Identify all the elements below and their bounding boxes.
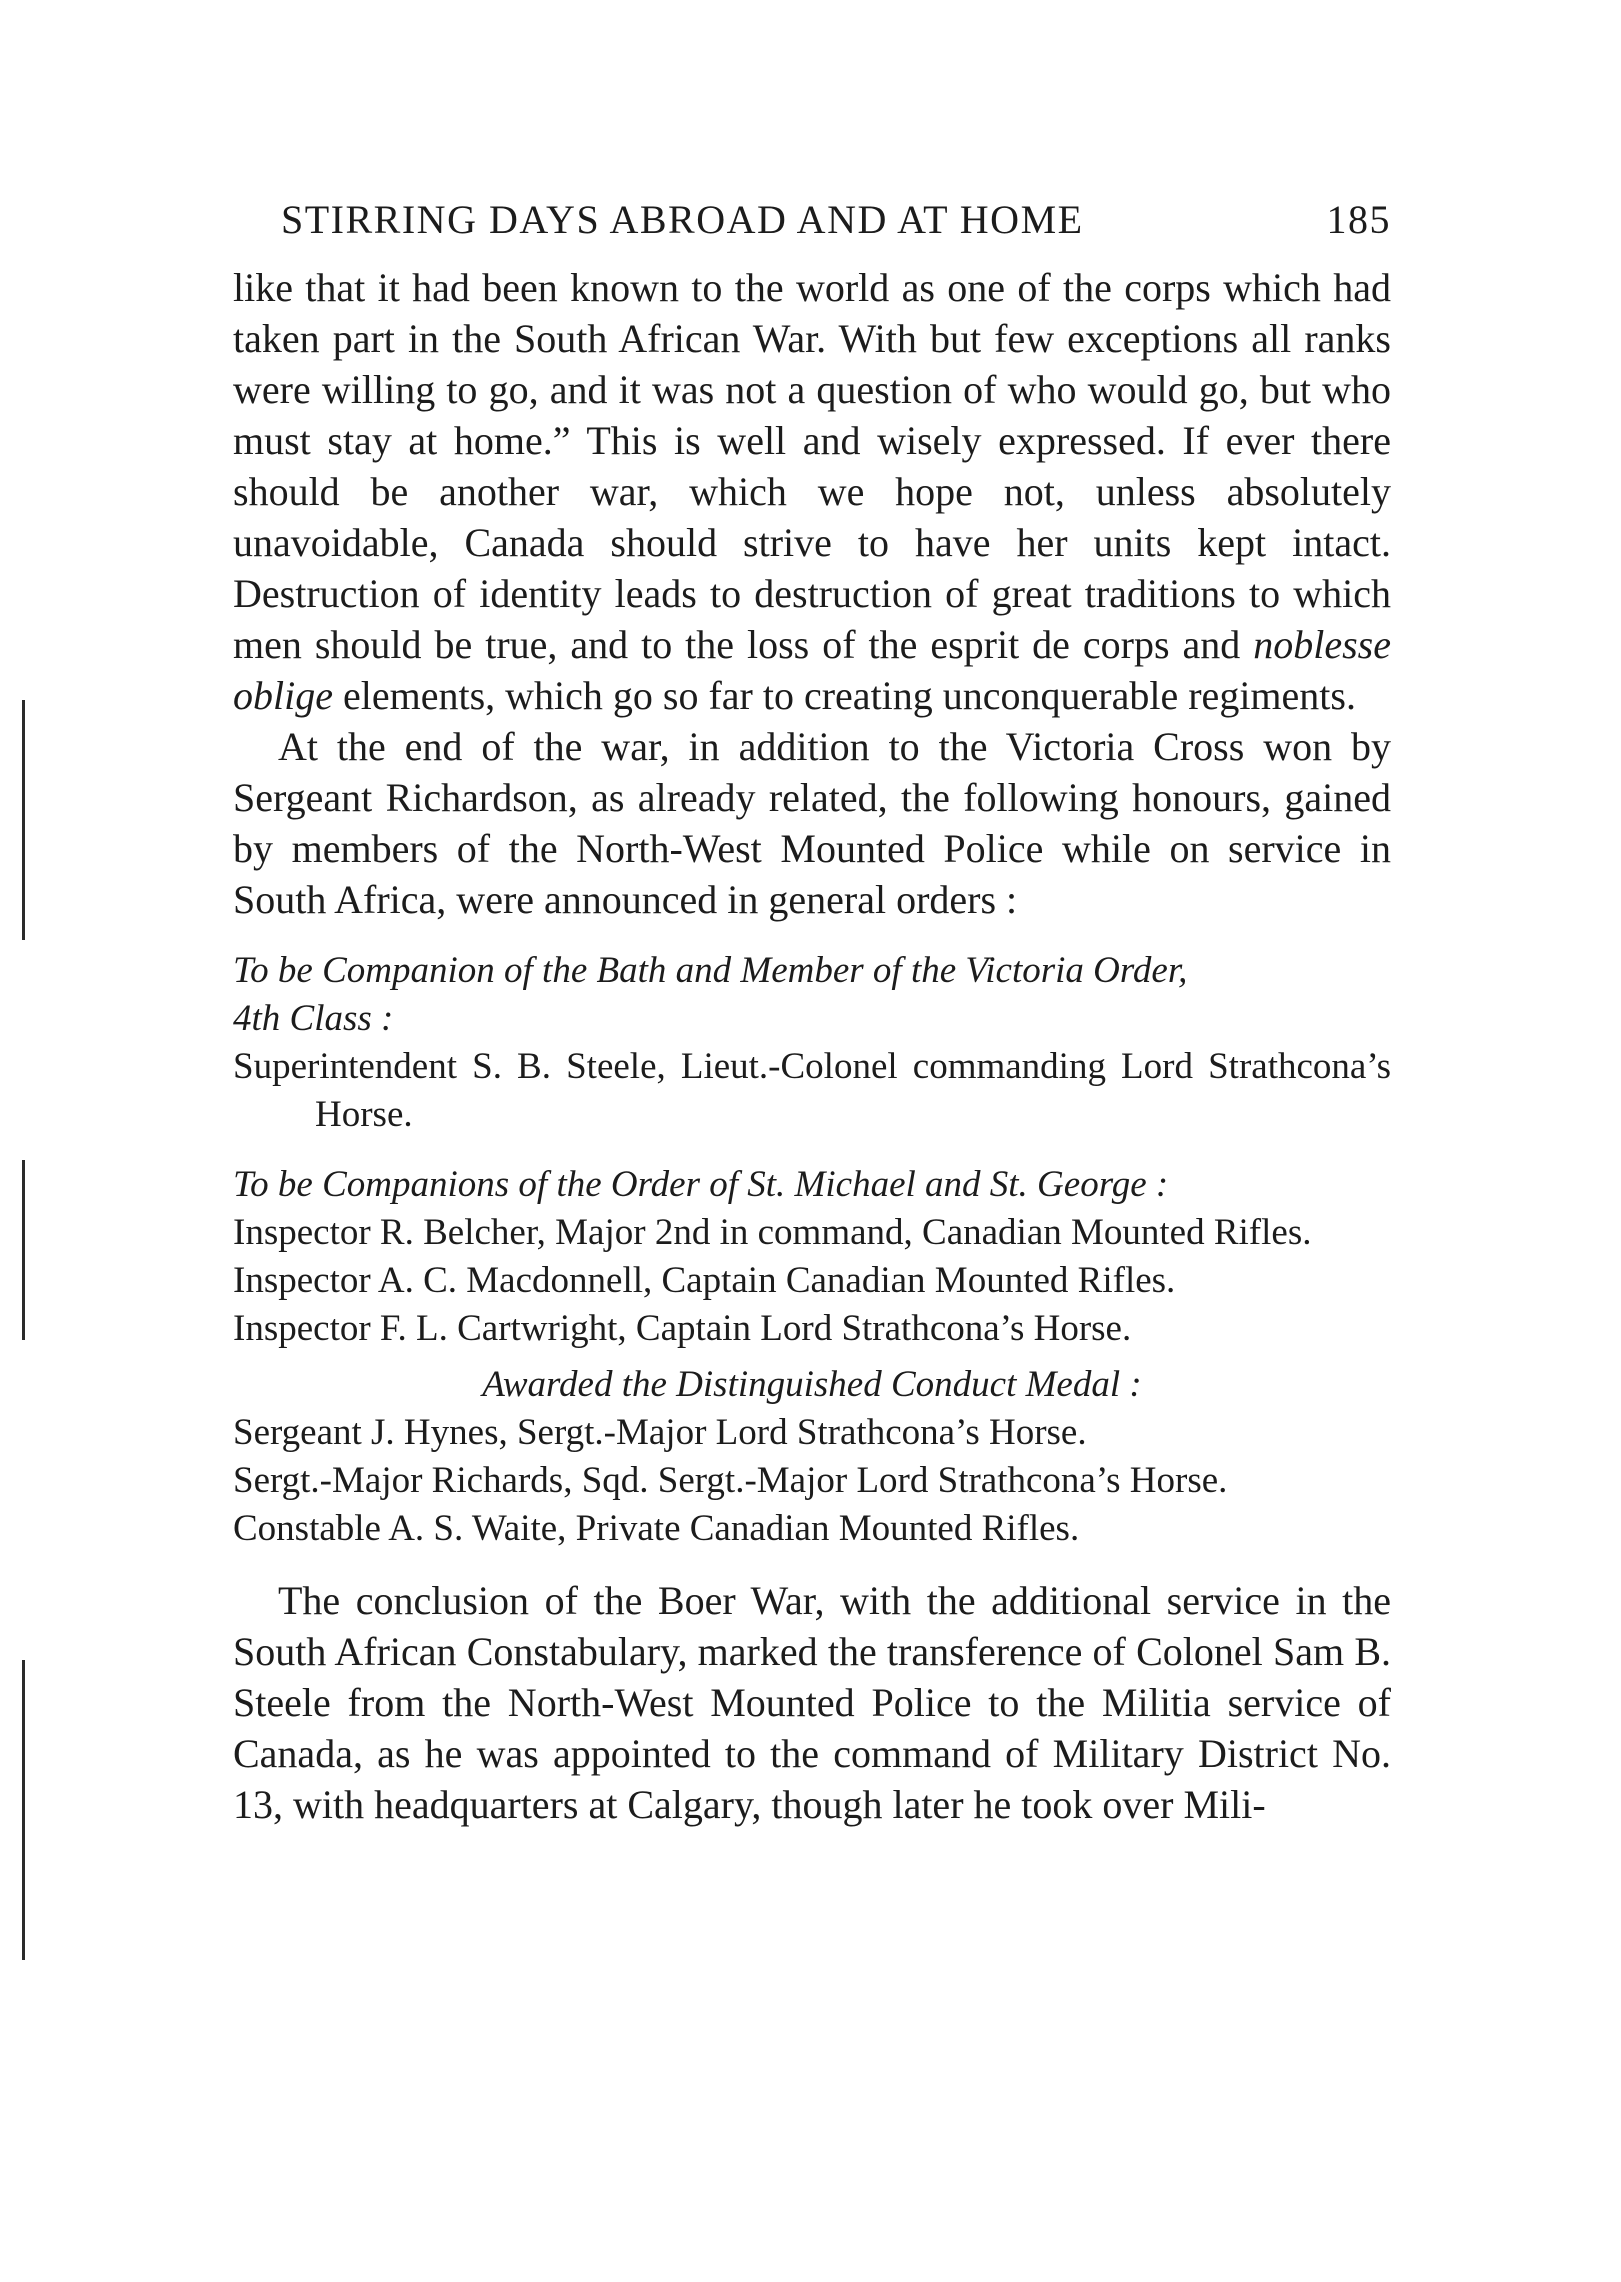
honour-entry: Inspector A. C. Macdonnell, Captain Canadian Mounted Rifles. [233,1260,1176,1301]
honour-entry: Inspector F. L. Cartwright, Captain Lord Strathcona’s Horse. [233,1308,1132,1349]
honour-heading-text: Awarded the Distinguished Conduct Medal : [482,1364,1142,1405]
paragraph-identity [233,262,1391,721]
page-number: 185 [1326,197,1391,242]
paragraph-conclusion: The conclusion of the Boer War, with the additional service in the South African Constabulary, marked the transference of Colonel Sam B. Steele from the North-West Mounted Police to the Militia service of Canada, as he was appointed to the command of Military District No. 13, with headquarters at Calgary, though later he took over Mili- [233,1578,1391,1827]
italic-phrase: noblesse oblige [233,622,1391,718]
running-head [233,190,1391,250]
honour-heading-subline: 4th Class : [233,998,394,1039]
scan-edge-mark [22,1160,25,1340]
book-page [233,190,1391,1830]
honour-entry: Superintendent S. B. Steele, Lieut.-Colonel commanding Lord Strathcona’s Horse. [233,1046,1391,1135]
honour-heading-text: To be Companions of the Order of St. Michael and St. George : [233,1164,1169,1205]
honour-heading [233,947,1391,1043]
paragraph-honours-intro: At the end of the war, in addition to the Victoria Cross won by Sergeant Richardson, as already related, the following honours, gained by members of the North-West Mounted Police while on service in South Africa, were announced in general orders : [233,724,1391,922]
honour-entry: Sergeant J. Hynes, Sergt.-Major Lord Strathcona’s Horse. [233,1412,1087,1453]
honour-entry: Sergt.-Major Richards, Sqd. Sergt.-Major Lord Strathcona’s Horse. [233,1460,1228,1501]
honour-entry: Inspector R. Belcher, Major 2nd in command, Canadian Mounted Rifles. [233,1212,1312,1253]
scan-edge-mark [22,1660,25,1960]
honour-heading [233,1161,1391,1209]
honour-entry: Constable A. S. Waite, Private Canadian Mounted Rifles. [233,1508,1080,1549]
scan-edge-mark [22,700,25,940]
running-head-title: STIRRING DAYS ABROAD AND AT HOME [281,197,1084,242]
honour-heading [233,1361,1391,1409]
honour-heading-text: To be Companion of the Bath and Member of the Victoria Order, [233,950,1188,991]
paragraph-text: elements, which go so far to creating unconquerable regiments. [342,673,1356,718]
paragraph-text: like that it had been known to the world as one of the corps which had taken part in the South African War. With but few exceptions all ranks were willing to go, and it was not a question of who would go, but who must stay at home.” This is well and wisely expressed. If ever there should be another war, which we hope not, unless absolutely unavoidable, Canada should strive to have her units kept intact. Destruction of identity leads to destruction of great traditions to which men should be true, and to the loss of the esprit de corps and [233,265,1391,667]
